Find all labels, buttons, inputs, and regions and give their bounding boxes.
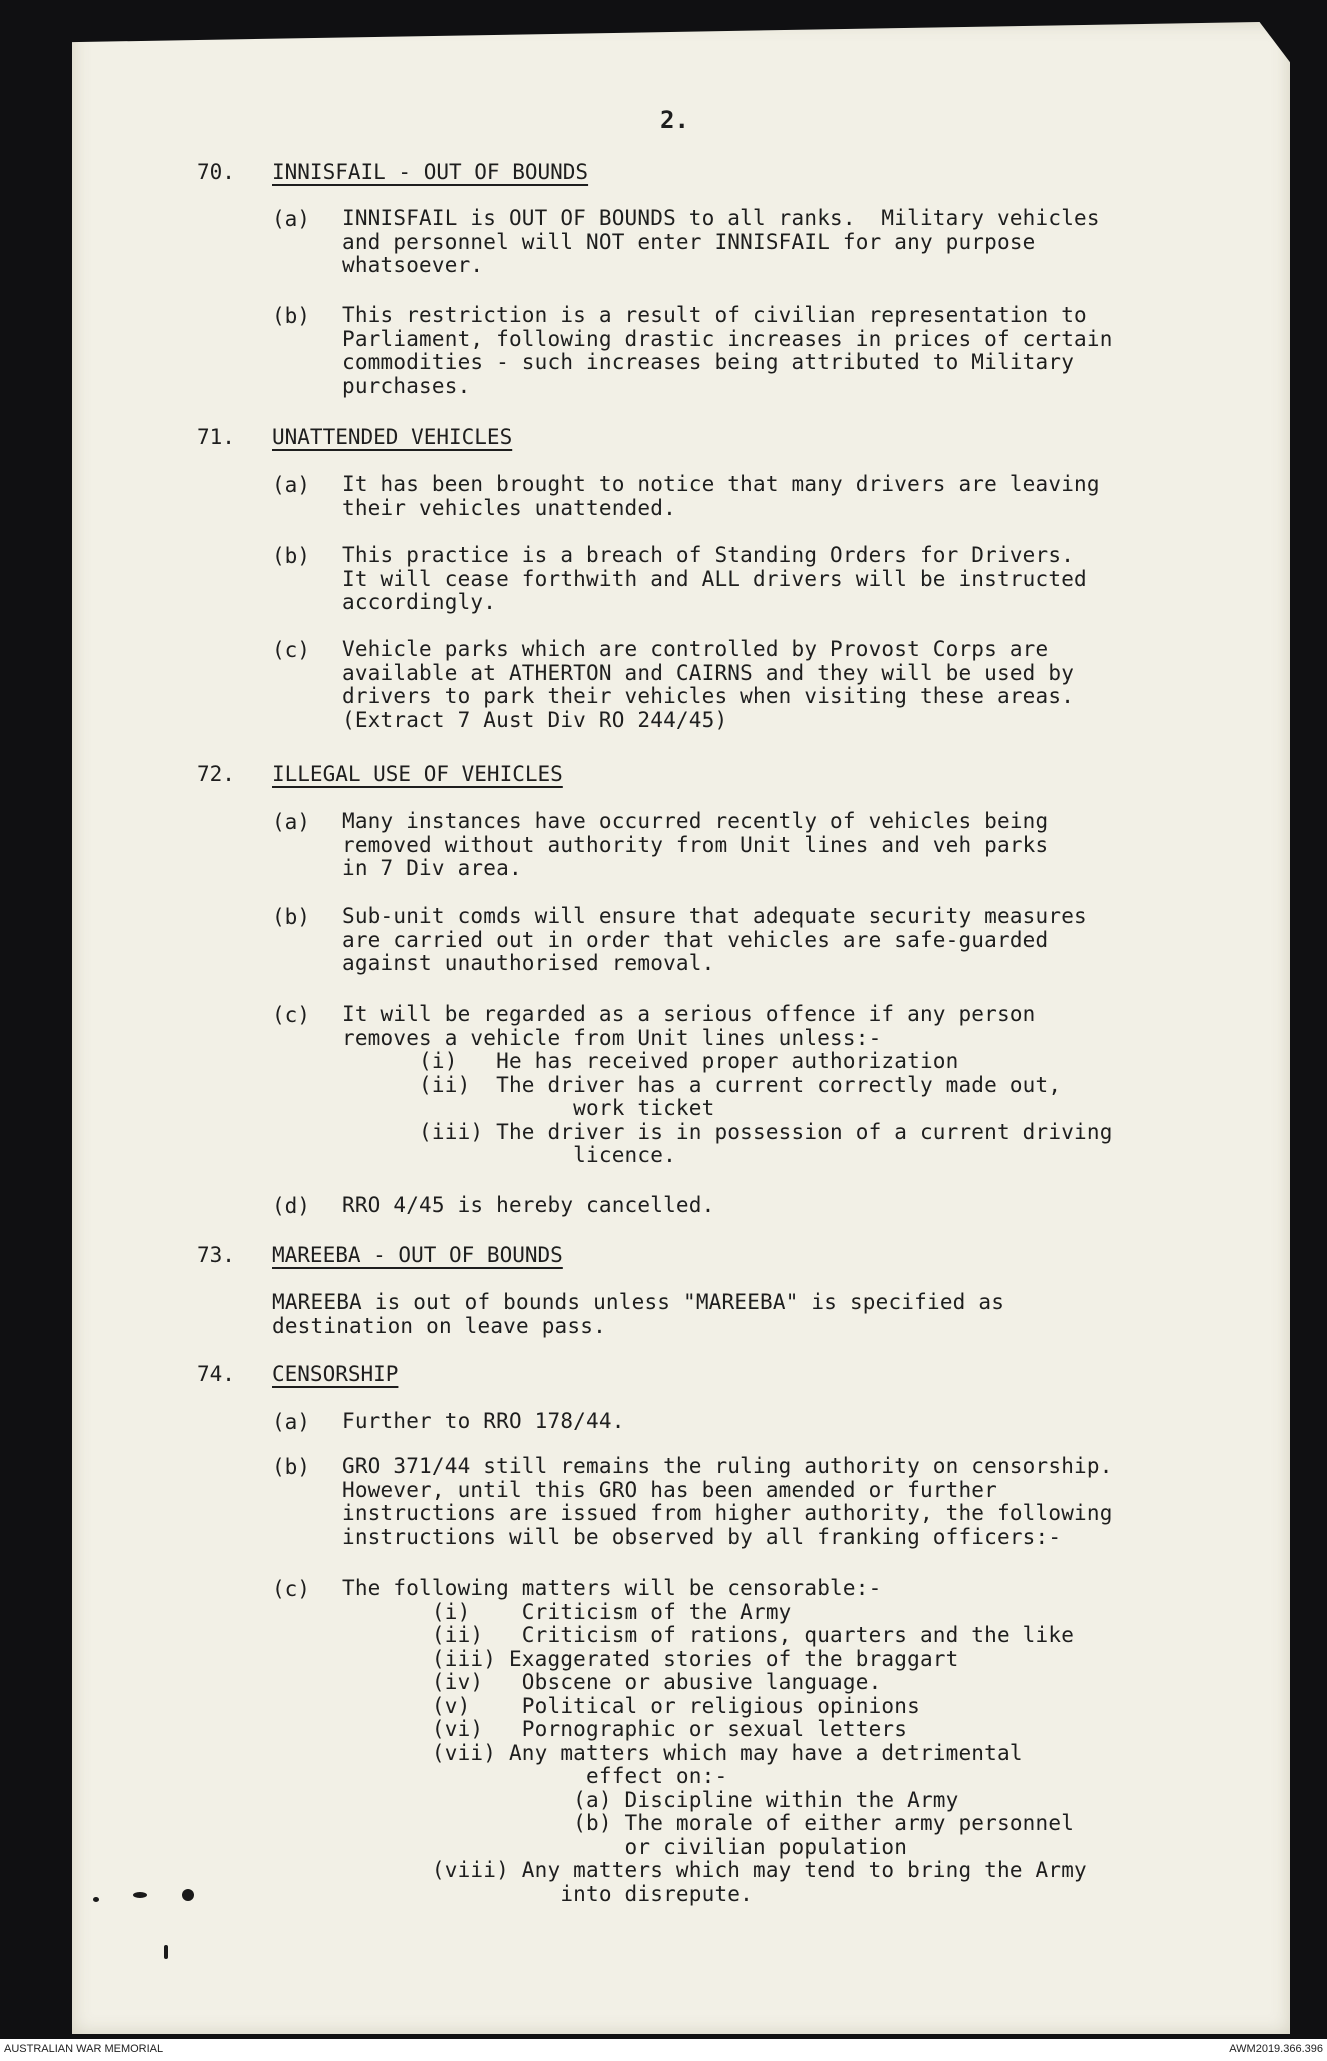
section-72-heading: ILLEGAL USE OF VEHICLES — [272, 762, 563, 786]
section-74-a-label: (a) — [272, 1410, 310, 1434]
section-71-c-text: Vehicle parks which are controlled by Provost Corps are available at ATHERTON and CAIRNS and they will be used by drivers to park their vehicles when visiting these areas. (Extract 7 Aust Div RO 244/45) — [342, 637, 1075, 732]
section-71-heading: UNATTENDED VEHICLES — [272, 425, 513, 449]
section-71-b-text: This practice is a breach of Standing Orders for Drivers. It will cease forthwith and ALL drivers will be instructed accordingly. — [342, 543, 1087, 614]
section-74-c-text: The following matters will be censorable:- (i) Criticism of the Army (ii) Criticism of rations, quarters and the like (iii) Exaggerated stories of the braggart (iv) Obscene or abusive language. (v) Political or religious opinions (vi) Pornographic or sexual letters (vii) Any matters which may have a detrimental effect on:- (a) Discipline within the Army (b) The morale of either army personnel or civilian population (viii) Any matters which may tend to bring the Army into disrepute. — [342, 1576, 1087, 1906]
section-72-a-text: Many instances have occurred recently of vehicles being removed without authority from Unit lines and veh parks in 7 Div area. — [342, 809, 1049, 880]
section-74-a-text: Further to RRO 178/44. — [342, 1409, 625, 1433]
section-70-heading: INNISFAIL - OUT OF BOUNDS — [272, 160, 589, 184]
section-71-a-label: (a) — [272, 473, 310, 497]
section-72-number: 72. — [197, 762, 235, 786]
section-72-c-label: (c) — [272, 1003, 310, 1027]
ink-blot — [93, 1897, 99, 1902]
section-72-c-text: It will be regarded as a serious offence if any person removes a vehicle from Unit lines unless:- (i) He has received proper authorization (ii) The driver has a current correctly made out, work ticket (iii) The driver is in possession of a current driving licence. — [342, 1002, 1113, 1167]
section-70-a-text: INNISFAIL is OUT OF BOUNDS to all ranks. Military vehicles and personnel will NOT enter INNISFAIL for any purpose whatsoever. — [342, 206, 1100, 277]
section-74-b-label: (b) — [272, 1455, 310, 1479]
section-71-c-label: (c) — [272, 638, 310, 662]
section-73-heading: MAREEBA - OUT OF BOUNDS — [272, 1243, 563, 1267]
section-70-number: 70. — [197, 160, 235, 184]
footer-bar — [0, 2039, 1327, 2061]
section-74-number: 74. — [197, 1362, 235, 1386]
section-72-a-label: (a) — [272, 810, 310, 834]
section-74-c-label: (c) — [272, 1577, 310, 1601]
section-71-b-label: (b) — [272, 544, 310, 568]
ink-blot — [182, 1889, 194, 1901]
section-71-a-text: It has been brought to notice that many drivers are leaving their vehicles unattended. — [342, 472, 1100, 520]
footer-credit: AUSTRALIAN WAR MEMORIAL — [4, 2043, 164, 2055]
ink-blot — [133, 1892, 147, 1898]
section-74-b-text: GRO 371/44 still remains the ruling authority on censorship. However, until this GRO has been amended or further instructions are issued from higher authority, the following instructions will be observed by all franking officers:- — [342, 1454, 1113, 1549]
page-number: 2. — [660, 106, 689, 134]
section-72-d-text: RRO 4/45 is hereby cancelled. — [342, 1193, 715, 1217]
section-74-heading: CENSORSHIP — [272, 1362, 399, 1386]
section-70-b-label: (b) — [272, 304, 310, 328]
section-70-a-label: (a) — [272, 207, 310, 231]
section-72-b-text: Sub-unit comds will ensure that adequate security measures are carried out in order that vehicles are safe-guarded against unauthorised removal. — [342, 904, 1087, 975]
section-70-b-text: This restriction is a result of civilian representation to Parliament, following drastic increases in prices of certain commodities - such increases being attributed to Military purchases. — [342, 303, 1113, 398]
ink-blot — [164, 1945, 168, 1959]
section-73-body: MAREEBA is out of bounds unless "MAREEBA" is specified as destination on leave pass. — [272, 1290, 1005, 1338]
section-72-d-label: (d) — [272, 1194, 310, 1218]
section-73-number: 73. — [197, 1243, 235, 1267]
footer-reference: AWM2019.366.396 — [1229, 2043, 1323, 2055]
section-71-number: 71. — [197, 425, 235, 449]
section-72-b-label: (b) — [272, 905, 310, 929]
